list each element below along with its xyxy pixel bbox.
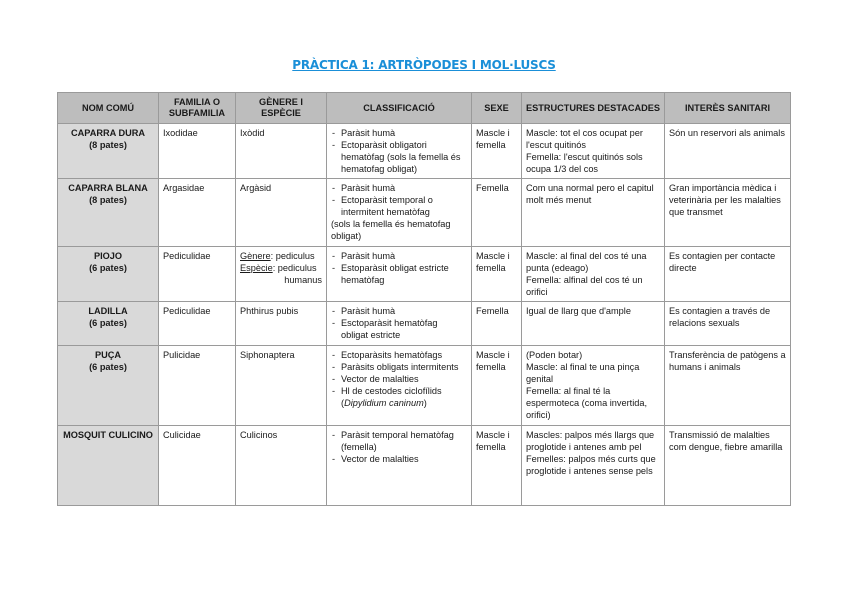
- classificacio-item: - Paràsits obligats intermitents: [341, 361, 467, 373]
- table-row: [58, 247, 791, 302]
- cell-familia: Ixodidae: [159, 124, 236, 179]
- classificacio-item: - Paràsit humà: [341, 250, 467, 262]
- classificacio-item: - Hl de cestodes ciclofílids (Dipylidium caninum): [341, 385, 467, 409]
- cell-familia: Pulicidae: [159, 346, 236, 426]
- cell-sexe: Mascle i femella: [472, 346, 522, 426]
- cell-genere: Siphonaptera: [236, 346, 327, 426]
- estructura-line: Igual de llarg que d'ample: [526, 306, 631, 316]
- table-row: [58, 426, 791, 506]
- genere-line: [240, 250, 322, 262]
- cell-sexe: Femella: [472, 179, 522, 247]
- estructura-line: Femelles: palpos més curts que proglotide i antenes sense pels: [526, 454, 656, 476]
- estructura-line: Femella: al final té la espermoteca (coma invertida, orifici): [526, 386, 648, 420]
- cell-estructures: [522, 247, 665, 302]
- header-classificacio: CLASSIFICACIÓ: [327, 93, 472, 124]
- cell-genere: Culicinos: [236, 426, 327, 506]
- classificacio-item: - Paràsit humà: [341, 127, 467, 139]
- page-title: PRÀCTICA 1: ARTRÒPODES I MOL·LUSCS: [292, 58, 556, 72]
- cell-estructures: [522, 179, 665, 247]
- header-estructures: ESTRUCTURES DESTACADES: [522, 93, 665, 124]
- cell-nom: [58, 426, 159, 506]
- classificacio-item: - Esctoparàsit hematòfag obligat estricte: [341, 317, 467, 341]
- genere-label: Gènere: [240, 251, 271, 261]
- common-name: CAPARRA DURA: [70, 128, 145, 138]
- cell-estructures: [522, 346, 665, 426]
- cell-classificacio: [327, 124, 472, 179]
- classificacio-item: - Ectoparàsits hematòfags: [341, 349, 467, 361]
- cell-estructures: [522, 124, 665, 179]
- header-interes: INTERÈS SANITARI: [665, 93, 791, 124]
- especie-label: Espècie: [240, 263, 273, 273]
- cell-familia: Pediculidae: [159, 247, 236, 302]
- cell-nom: [58, 247, 159, 302]
- cell-classificacio: [327, 302, 472, 346]
- cell-classificacio: [327, 346, 472, 426]
- classificacio-item: - Vector de malalties: [341, 453, 467, 465]
- cell-interes: Transferència de patògens a humans i animals: [665, 346, 791, 426]
- cell-interes: Gran importància mèdica i veterinària per les malalties que transmet: [665, 179, 791, 247]
- estructura-line: Mascle: al final del cos té una punta (edeago): [526, 251, 647, 273]
- header-genere: GÈNERE I ESPÈCIE: [236, 93, 327, 124]
- cell-genere: Ixòdid: [236, 124, 327, 179]
- genere-value: : pediculus: [270, 251, 315, 261]
- estructura-line: (Poden botar): [526, 350, 583, 360]
- especie-value-cont: humanus: [284, 275, 322, 285]
- classificacio-item: - Paràsit temporal hematòfag (femella): [341, 429, 467, 453]
- estructura-line: Mascle: al final te una pinça genital: [526, 362, 640, 384]
- cell-familia: Argasidae: [159, 179, 236, 247]
- cell-familia: Culicidae: [159, 426, 236, 506]
- legs-count: (6 pates): [89, 362, 127, 372]
- table-row: [58, 124, 791, 179]
- cell-nom: [58, 179, 159, 247]
- cell-familia: Pediculidae: [159, 302, 236, 346]
- classificacio-item: - Paràsit humà: [341, 305, 467, 317]
- cell-classificacio: [327, 247, 472, 302]
- legs-count: (6 pates): [89, 318, 127, 328]
- cell-genere: [236, 247, 327, 302]
- estructura-line: Com una normal pero el capitul molt més menut: [526, 183, 654, 205]
- common-name: PIOJO: [93, 251, 123, 261]
- common-name: PUÇA: [94, 350, 122, 360]
- legs-count: (8 pates): [89, 195, 127, 205]
- cell-nom: [58, 346, 159, 426]
- classificacio-item: - Vector de malalties: [341, 373, 467, 385]
- estructura-line: Femella: l'escut quitinós sols ocupa 1/3 del cos: [526, 152, 643, 174]
- common-name: MOSQUIT CULICINO: [63, 430, 153, 440]
- cell-sexe: Mascle i femella: [472, 247, 522, 302]
- cell-genere: Phthirus pubis: [236, 302, 327, 346]
- classificacio-item: - Ectoparàsit temporal o intermitent hematòfag: [341, 194, 467, 218]
- table-row: [58, 179, 791, 247]
- cell-classificacio: [327, 426, 472, 506]
- header-familia: FAMILIA O SUBFAMILIA: [159, 93, 236, 124]
- header-sexe: SEXE: [472, 93, 522, 124]
- classificacio-item: - Estoparàsit obligat estricte hematòfag: [341, 262, 467, 286]
- table-row: [58, 302, 791, 346]
- table-row: [58, 346, 791, 426]
- estructura-line: Femella: alfinal del cos té un orifici: [526, 275, 643, 297]
- table-header-row: [58, 93, 791, 124]
- classificacio-text: Hl de cestodes ciclofílids: [341, 386, 442, 396]
- common-name: LADILLA: [88, 306, 128, 316]
- cell-interes: Són un reservori als animals: [665, 124, 791, 179]
- cell-interes: Es contagien a través de relacions sexuals: [665, 302, 791, 346]
- classificacio-item: - Paràsit humà: [341, 182, 467, 194]
- legs-count: (6 pates): [89, 263, 127, 273]
- especie-line: [240, 262, 322, 274]
- estructura-line: Mascle: tot el cos ocupat per l'escut quitinós: [526, 128, 643, 150]
- cell-sexe: Femella: [472, 302, 522, 346]
- cell-interes: Transmissió de malalties com dengue, fiebre amarilla: [665, 426, 791, 506]
- species-name: Dipylidium caninum: [344, 398, 424, 408]
- cell-nom: [58, 124, 159, 179]
- cell-genere: Argàsid: [236, 179, 327, 247]
- classificacio-note: (sols la femella és hematofag obligat): [331, 219, 451, 241]
- common-name: CAPARRA BLANA: [68, 183, 148, 193]
- classificacio-item: - Ectoparàsit obligatori hematòfag (sols la femella és hematofag obligat): [341, 139, 467, 175]
- especie-value: : pediculus: [272, 263, 317, 273]
- legs-count: (8 pates): [89, 140, 127, 150]
- cell-nom: [58, 302, 159, 346]
- cell-sexe: Mascle i femella: [472, 124, 522, 179]
- cell-classificacio: [327, 179, 472, 247]
- cell-estructures: [522, 426, 665, 506]
- cell-estructures: [522, 302, 665, 346]
- header-nom: NOM COMÚ: [58, 93, 159, 124]
- estructura-line: Mascles: palpos més llargs que proglotide i antenes amb pel: [526, 430, 655, 452]
- data-table: [57, 92, 791, 506]
- cell-sexe: Mascle i femella: [472, 426, 522, 506]
- cell-interes: Es contagien per contacte directe: [665, 247, 791, 302]
